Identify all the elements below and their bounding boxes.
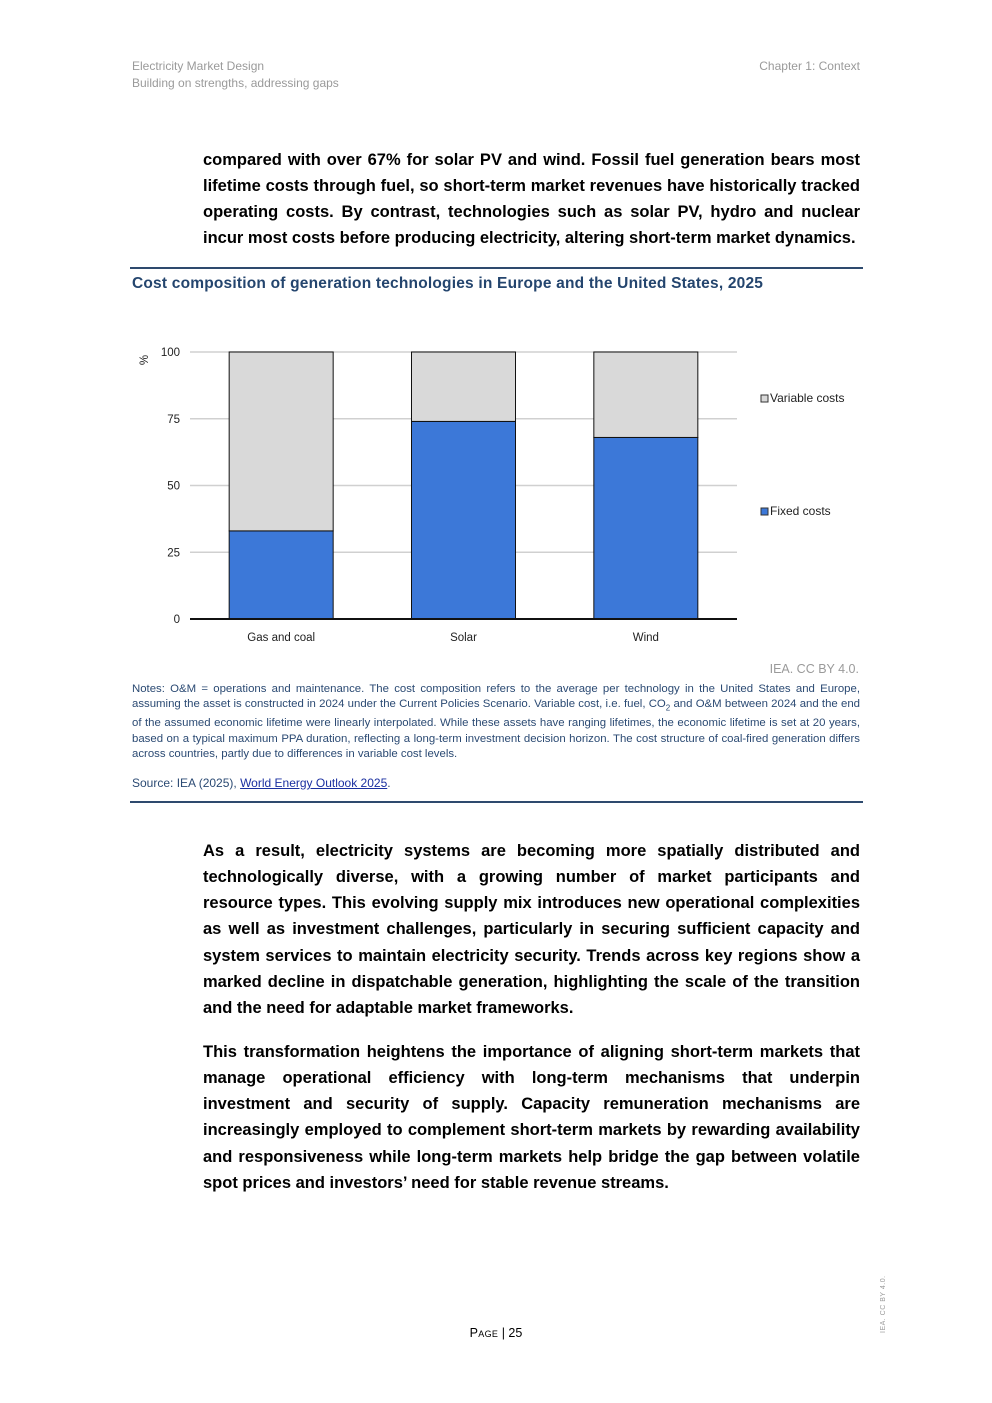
chart-y-axis (139, 347, 180, 626)
page-number: Page | 25 (469, 1326, 523, 1340)
y-axis-label: % (139, 354, 151, 366)
bar-wind-variable-costs (594, 352, 698, 437)
figure-bottom-rule (130, 801, 863, 803)
legend-swatch-variable-costs (761, 395, 768, 402)
figure-title: Cost composition of generation technologies in Europe and the United States, 2025 (132, 275, 764, 292)
chart-bars (229, 352, 698, 619)
chart-x-axis (190, 619, 737, 644)
page-label: Page (469, 1326, 499, 1340)
bar-solar-fixed-costs (412, 421, 516, 619)
header-subtitle: Building on strengths, addressing gaps (132, 76, 339, 90)
legend-label-fixed-costs: Fixed costs (770, 504, 831, 518)
notes-text-1: Notes: O&M = operations and maintenance. The cost composition refers to the average per technology in the United States and Europe, assuming the asset is constructed in 2024 under the Current Policies Scenario. Variable cost, i.e. fuel, CO (132, 683, 860, 711)
x-tick-label: Wind (632, 632, 659, 644)
header-title: Electricity Market Design (132, 59, 265, 73)
figure-notes (132, 682, 860, 762)
page-number-value: 25 (508, 1326, 523, 1340)
figure-top-rule (130, 267, 863, 269)
bar-solar-variable-costs (412, 352, 516, 421)
y-tick-label-0: 0 (173, 614, 180, 626)
cost-composition-chart (130, 330, 863, 650)
y-tick-label-100: 100 (160, 347, 180, 359)
figure-credit: IEA. CC BY 4.0. (769, 662, 859, 676)
source-suffix: . (387, 776, 391, 790)
x-tick-label: Solar (450, 632, 477, 644)
x-tick-label: Gas and coal (247, 632, 316, 644)
result-paragraph: As a result, electricity systems are becoming more spatially distributed and technologically diverse, with a growing number of market participants and resource types. This evolving supply mix introduces new operational complexities as well as investment challenges, particularly in securing sufficient capacity and system services to maintain electricity security. Trends across key regions show a marked decline in dispatchable generation, highlighting the scale of the transition and the need for adaptable market frameworks. (203, 841, 860, 1018)
notes-subscript: 2 (665, 703, 671, 713)
notes-text-2: and O&M between 2024 and the end of the assumed economic lifetime were linearly interpolated. While these assets have ranging lifetimes, the economic lifetime is set at 20 years, based on a typical maximum PPA duration, reflecting a long-term investment decision horizon. The cost structure of coal-fired generation differs across countries, partly due to differences in variable cost levels. (132, 698, 860, 760)
y-tick-label-50: 50 (167, 480, 180, 493)
source-link[interactable]: World Energy Outlook 2025 (240, 776, 388, 790)
source-prefix: Source: IEA (2025), (132, 776, 241, 790)
y-tick-label-25: 25 (167, 547, 180, 560)
bar-gas-and-coal-variable-costs (229, 352, 333, 531)
legend-label-variable-costs: Variable costs (770, 391, 845, 405)
intro-paragraph: compared with over 67% for solar PV and wind. Fossil fuel generation bears most lifetime costs through fuel, so short-term market revenues have historically tracked operating costs. By contrast, technologies such as solar PV, hydro and nuclear incur most costs before producing electricity, altering short-term market dynamics. (203, 150, 860, 248)
y-tick-label-75: 75 (167, 413, 180, 426)
header-chapter: Chapter 1: Context (759, 59, 860, 73)
legend-swatch-fixed-costs (761, 508, 768, 515)
bar-gas-and-coal-fixed-costs (229, 531, 333, 619)
page-header-left (132, 58, 339, 92)
side-license-mark: IEA. CC BY 4.0. (880, 1275, 887, 1333)
chart-legend (761, 391, 844, 518)
bar-wind-fixed-costs (594, 437, 698, 619)
figure-source (132, 776, 391, 790)
transformation-paragraph: This transformation heightens the importance of aligning short-term markets that manage operational efficiency with long-term mechanisms that underpin investment and security of supply. Capacity remuneration mechanisms are increasingly employed to complement short-term markets by rewarding availability and responsiveness while long-term markets help bridge the gap between volatile spot prices and investors’ need for stable revenue streams. (203, 1042, 860, 1192)
